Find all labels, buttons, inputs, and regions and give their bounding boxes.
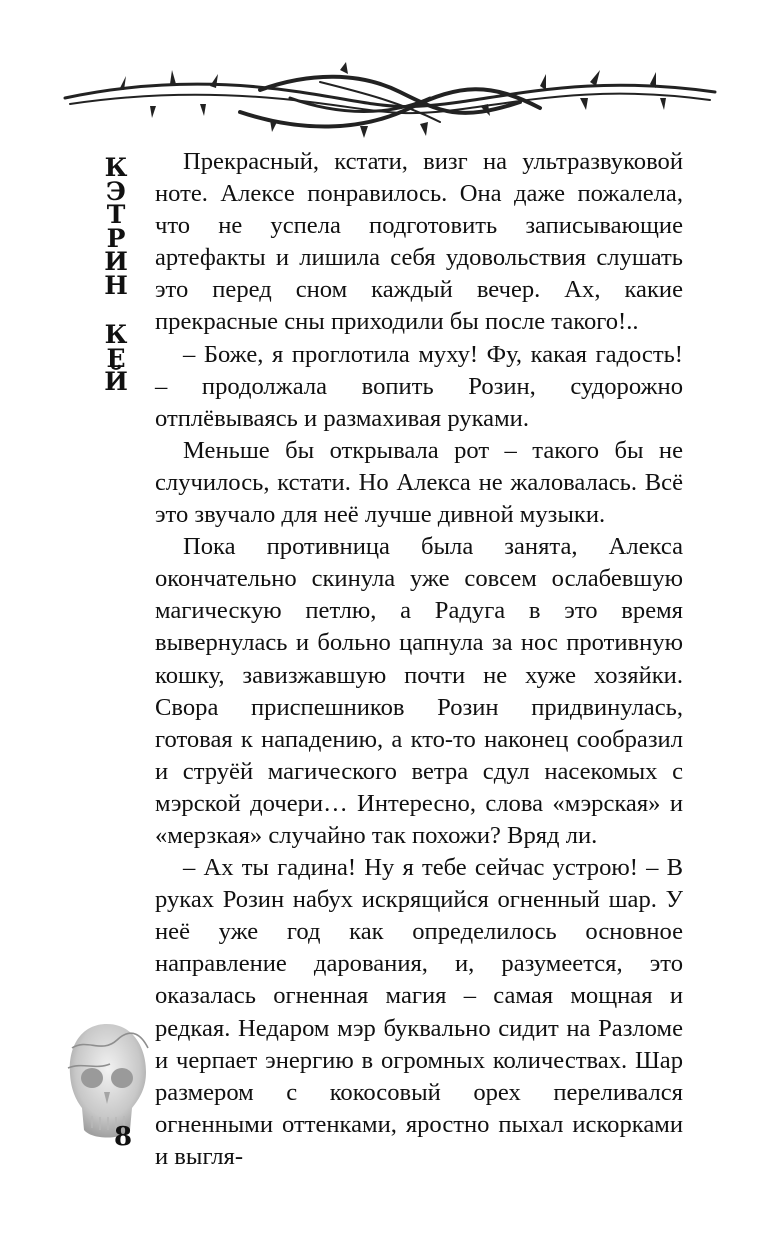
author-letter: Т bbox=[106, 200, 126, 229]
author-letter: Й bbox=[104, 367, 128, 396]
paragraph: Пока противница была занята, Алекса окончательно скинула уже совсем ослабевшую магическую петлю, а Радуга в это время вывернулась и больно цапнула за нос противную кошку, завизжавшую почти не хуже хозяйки. Свора приспешников Розин придвинулась, готовая к нападению, а кто-то наконец сообразил и струёй магического ветра сдул насекомых с мэрской дочери… Интересно, слова «мэрская» и «мерзкая» случайно так похожи? Вряд ли. bbox=[155, 533, 683, 849]
thorn-branch-ornament-icon bbox=[60, 62, 720, 142]
author-letter: Е bbox=[106, 343, 126, 373]
skull-decoration-icon bbox=[62, 1018, 152, 1158]
author-letter: И bbox=[104, 247, 128, 276]
paragraph: – Боже, я проглотила муху! Фу, какая гадость! – продолжала вопить Розин, судорожно отплёвываясь и размахивая руками. bbox=[155, 340, 683, 432]
author-letter: Р bbox=[106, 223, 126, 253]
author-name-vertical bbox=[96, 153, 136, 396]
book-text bbox=[155, 146, 683, 1173]
author-letter: К bbox=[104, 320, 128, 349]
author-letter: К bbox=[104, 153, 128, 182]
paragraph: Прекрасный, кстати, визг на ультразвуковой ноте. Алексе понравилось. Она даже пожалела, что не успела подготовить записывающие артефакты и лишила себя удовольствия слушать это перед сном каждый вечер. Ах, какие прекрасные сны приходили бы после такого!.. bbox=[155, 148, 683, 336]
author-letter: Н bbox=[104, 270, 128, 300]
paragraph: – Ах ты гадина! Ну я тебе сейчас устрою! – В руках Розин набух искрящийся огненный шар. У неё уже год как определилось основное направление дарования, и, разумеется, это оказалась огненная магия – самая мощная и редкая. Недаром мэр буквально сидит на Разломе и черпает энергию в огромных количествах. Шар размером с кокосовый орех переливался огненными оттенками, яростно пыхал искорками и выгля- bbox=[155, 854, 683, 1170]
paragraph: Меньше бы открывала рот – такого бы не случилось, кстати. Но Алекса не жаловалась. Всё это звучало для неё лучше дивной музыки. bbox=[155, 436, 683, 529]
author-letter: Э bbox=[106, 176, 126, 206]
page-number: 8 bbox=[114, 1122, 133, 1152]
